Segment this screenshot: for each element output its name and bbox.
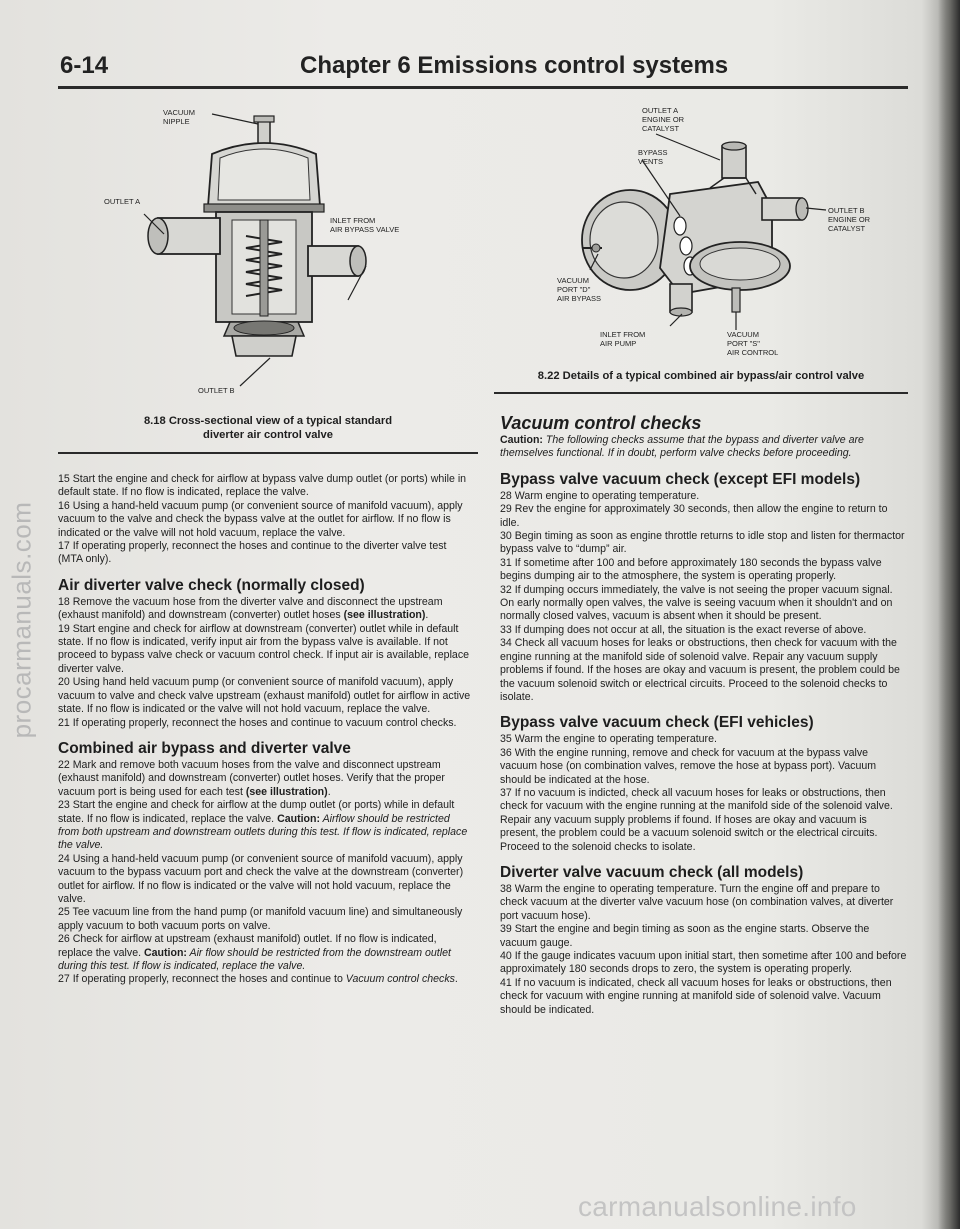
label-inlet-air-pump: INLET FROM AIR PUMP (600, 330, 646, 348)
paragraph-19: 19 Start engine and check for airflow at downstream (converter) outlet while in default state. If no flow is indicated, verify input air from the bypass valve is available. If not proceed to bypass valve check or vacuum control check. If input air is available, replace diverter valve. (58, 622, 470, 675)
paragraph-16: 16 Using a hand-held vacuum pump (or convenient source of manifold vacuum), apply vacuum to the valve and check the bypass valve at the outlet for airflow. If no flow is indicated or the valve will not hold vacuum, replace the valve. (58, 499, 463, 539)
diverter-valve-illustration (120, 96, 400, 396)
paragraph-17: 17 If operating properly, reconnect the hoses and continue to the diverter valve test (MTA only). (58, 540, 447, 566)
watermark-side-text: procarmanuals.com (6, 501, 37, 739)
paragraph-20: 20 Using hand held vacuum pump (or convenient source of manifold vacuum), apply vacuum to valve and check valve upstream (exhaust manifold) outlet for airflow in active state. If no flow is indicated or the valve will not hold vacuum, replace the valve. (58, 676, 471, 716)
header-rule (58, 86, 908, 89)
heading-bypass-except-efi: Bypass valve vacuum check (except EFI models) (500, 470, 861, 488)
label-outlet-a-822: OUTLET A ENGINE OR CATALYST (642, 106, 685, 133)
heading-diverter-all-models: Diverter valve vacuum check (all models) (500, 863, 804, 881)
paragraph-27: 27 If operating properly, reconnect the hoses and continue to Vacuum control checks. (58, 973, 458, 986)
caption-figure-8-18: 8.18 Cross-sectional view of a typical standard diverter air control valve (143, 415, 393, 441)
heading-air-diverter-check: Air diverter valve check (normally closed) (58, 576, 365, 594)
figure-8-18-diagram (120, 96, 400, 396)
label-vacuum-port-s: VACUUM PORT "S" AIR CONTROL (727, 330, 779, 357)
paragraph-31: 31 If sometime after 100 and before approximately 180 seconds the bypass valve begins dumping air to the atmosphere, the system is operating properly. (500, 556, 882, 583)
left-column (58, 473, 472, 987)
paragraph-23: 23 Start the engine and check for airflow at the dump outlet (or ports) while in default state. If no flow is indicated, replace the valve. Caution: Airflow should be restricted from both upstream and downstream outlets during this test. If flow is indicated, replace the valve. (58, 799, 468, 852)
label-bypass-vents: BYPASS VENTS (638, 148, 668, 166)
chapter-title: Chapter 6 Emissions control systems (300, 52, 729, 79)
paragraph-15: 15 Start the engine and check for airflow at bypass valve dump outlet (or ports) while in default state. If no flow is indicated, replace the valve. (58, 473, 467, 499)
page-binding-shadow (938, 0, 960, 1229)
heading-combined-bypass-diverter: Combined air bypass and diverter valve (58, 739, 351, 757)
paragraph-34: 34 Check all vacuum hoses for leaks or obstructions, then check for vacuum with the engine running at the manifold side of solenoid valve. Repair any vacuum supply problems if found. If the hoses are okay and vacuum is present, the problem could be the vacuum solenoid switch or electrical circuits. Proceed to the solenoid checks to isolate. (500, 637, 900, 703)
paragraph-29: 29 Rev the engine for approximately 30 seconds, then allow the engine to return to idle. (500, 503, 888, 529)
paragraph-35: 35 Warm the engine to operating temperature. (500, 733, 717, 746)
paragraph-40: 40 If the gauge indicates vacuum upon initial start, then sometime after 100 and before approximately 180 seconds drops to zero, the system is operating properly. (500, 950, 907, 976)
paragraph-28: 28 Warm engine to operating temperature. (500, 489, 700, 502)
paragraph-24: 24 Using a hand-held vacuum pump (or convenient source of manifold vacuum), apply vacuum to the bypass vacuum port and check the valve at the downstream (converter) outlet for airflow. If no flow is indicated or the valve will not hold vacuum, replace the valve. (58, 852, 464, 905)
paragraph-22: 22 Mark and remove both vacuum hoses from the valve and disconnect upstream (exhaust manifold) and downstream (converter) outlet hoses. Verify that the proper vacuum port is being used for each test (see illustration). (58, 758, 445, 798)
paragraph-18: 18 Remove the vacuum hose from the diverter valve and disconnect the upstream (exhaust manifold) and downstream (converter) outlet hoses (see illustration). (58, 595, 443, 622)
rule-right-figure (494, 392, 908, 394)
label-vacuum-nipple: VACUUM NIPPLE (163, 108, 195, 126)
right-column (500, 412, 908, 1017)
paragraph-32: 32 If dumping occurs immediately, the valve is not seeing the proper vacuum signal. On early normally open valves, the valve is seeing vacuum when it shouldn't and on normally closed valves, vacuum is absent when it should be present. (500, 583, 893, 623)
paragraph-21: 21 If operating properly, reconnect the hoses and continue to vacuum control checks. (58, 716, 457, 729)
label-inlet-air-bypass: INLET FROM AIR BYPASS VALVE (330, 216, 400, 234)
caption-figure-8-22: 8.22 Details of a typical combined air bypass/air control valve (537, 370, 865, 382)
heading-vacuum-control-checks: Vacuum control checks (500, 413, 702, 433)
paragraph-36: 36 With the engine running, remove and check for vacuum at the bypass valve vacuum hose (on combination valves, remove the hose at bypass port). Vacuum should be indicated at the hose. (500, 746, 877, 786)
caution-note: Caution: The following checks assume that the bypass and diverter valve are themselves functional. If in doubt, perform valve checks before proceeding. (500, 434, 864, 460)
label-vacuum-port-d: VACUUM PORT "D" AIR BYPASS (557, 276, 602, 303)
label-outlet-b-818: OUTLET B (198, 386, 235, 395)
paragraph-30: 30 Begin timing as soon as engine throttle returns to idle stop and listen for thermactor bypass valve to “dump” air. (500, 530, 905, 556)
page-number: 6-14 (60, 52, 109, 79)
paragraph-33: 33 If dumping does not occur at all, the situation is the exact reverse of above. (500, 623, 867, 636)
heading-bypass-efi: Bypass valve vacuum check (EFI vehicles) (500, 714, 814, 732)
paragraph-25: 25 Tee vacuum line from the hand pump (or manifold vacuum line) and simultaneously apply vacuum to both vacuum ports on valve. (58, 906, 463, 932)
label-outlet-b-822: OUTLET B ENGINE OR CATALYST (828, 206, 871, 233)
paragraph-41: 41 If no vacuum is indicated, check all vacuum hoses for leaks or obstructions, then check for vacuum with engine running at manifold side of solenoid valve. Vacuum should be indicated. (500, 976, 892, 1016)
paragraph-38: 38 Warm the engine to operating temperature. Turn the engine off and prepare to check vacuum at the diverter valve vacuum hose (on combination valves, at diverter port vacuum hose). (500, 882, 894, 922)
label-outlet-a-818: OUTLET A (104, 197, 141, 206)
paragraph-37: 37 If no vacuum is indicted, check all vacuum hoses for leaks or obstructions, then check for vacuum with the engine running at the manifold side of the solenoid valve. Repair any vacuum supply problems if found. If hoses are okay and vacuum is present, the problem could be a vacuum solenoid switch or the electrical circuits. Proceed to the solenoid checks to isolate. (500, 786, 893, 853)
paragraph-26: 26 Check for airflow at upstream (exhaust manifold) outlet. If no flow is indicated, replace the valve. Caution: Air flow should be restricted from the downstream outlet during this test. If flow is indicated, replace the valve. (58, 933, 451, 972)
watermark-bottom-text: carmanualsonline.info (578, 1191, 857, 1222)
rule-left-figure (58, 452, 478, 454)
paragraph-39: 39 Start the engine and begin timing as soon as the engine starts. Observe the vacuum gauge. (500, 923, 870, 949)
